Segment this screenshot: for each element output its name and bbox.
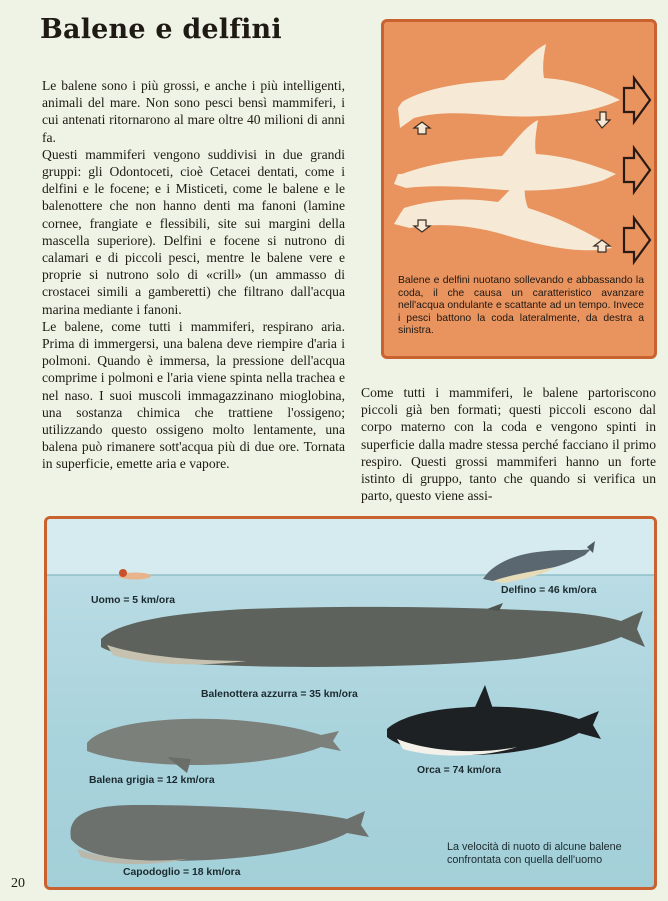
left-text-column	[42, 77, 345, 473]
label-uomo: Uomo = 5 km/ora	[91, 595, 176, 606]
label-capodoglio: Capodoglio = 18 km/ora	[123, 867, 241, 878]
label-orca: Orca = 74 km/ora	[417, 765, 502, 776]
label-balenottera: Balenottera azzurra = 35 km/ora	[201, 689, 358, 700]
label-balena-grigia: Balena grigia = 12 km/ora	[89, 775, 215, 786]
small-arrow-icon	[414, 122, 430, 134]
speed-comparison-figure	[44, 516, 657, 890]
figure-bottom-caption: La velocità di nuoto di alcune balene confrontata con quella dell'uomo	[447, 841, 622, 866]
whales-illustration	[47, 519, 654, 887]
page-title: Balene e delfini	[40, 14, 282, 45]
page-number: 20	[11, 876, 25, 891]
big-arrow-right-icon	[624, 148, 650, 192]
gray-whale-illustration	[87, 719, 341, 773]
big-arrow-right-icon	[624, 78, 650, 122]
orca-illustration	[387, 685, 601, 756]
blue-whale-illustration	[101, 603, 645, 667]
dolphin-silhouette-2	[394, 120, 616, 191]
big-arrow-right-icon	[624, 218, 650, 262]
small-arrow-icon	[596, 112, 610, 128]
right-text-column	[361, 384, 656, 504]
paragraph-intro: Le balene sono i più grossi, e anche i più intelligenti, animali del mare. Non sono pesci bensì mammiferi, i cui antenati ritornarono al mare oltre 40 milioni di anni fa.	[42, 78, 345, 145]
paragraph-breathing: Le balene, come tutti i mammiferi, respirano aria. Prima di immergersi, una balena deve riempire d'aria i polmoni. Quando è immersa, la pressione dell'acqua comprime i polmoni e l'aria viene spinta nella trachea e nel naso. I suoi muscoli immagazzinano mioglobina, una sostanza chimica che trattiene l'ossigeno; utilizzando questo ossigeno molto lentamente, una balena può rimanere sott'acqua più di due ore. Tornata in superficie, emette aria e vapore.	[42, 318, 345, 472]
swimming-motion-figure	[381, 19, 657, 359]
paragraph-groups: Questi mammiferi vengono suddivisi in due grandi gruppi: gli Odontoceti, cioè Cetacei dentati, come i delfini e le focene; e i Misticeti, come le balene e le balenottere che non hanno denti ma fanoni (lamine cornee, frangiate e flessibili, site sui margini della mascella superiore). Delfini e focene si nutrono di calamari e di piccoli pesci, mentre le balene vere e proprie si nutrono solo di «crill» (un ammasso di crostacei simili a gamberetti) che filtrano dall'acqua marina mediante i fanoni.	[42, 146, 345, 317]
label-delfino: Delfino = 46 km/ora	[501, 585, 597, 596]
sky-band	[47, 519, 654, 575]
dolphin-silhouette-1	[398, 44, 620, 128]
paragraph-birth: Come tutti i mammiferi, le balene partoriscono piccoli già ben formati; questi piccoli escono dal corpo materno con la coda e vengono spinti in superficie dalla madre stessa perché facciano il primo respiro. Questi grossi mammiferi hanno un forte istinto di gruppo, tanto che quando si verifica un parto, questo viene assi-	[361, 385, 656, 504]
sperm-whale-illustration	[71, 805, 369, 864]
figure-top-caption: Balene e delfini nuotano sollevando e abbassando la coda, il che causa un caratteristico avanzare nell'acqua ondulante e scattante ad un tempo. Invece i pesci battono la coda lateralmente, da destra a sinistra.	[398, 275, 644, 337]
